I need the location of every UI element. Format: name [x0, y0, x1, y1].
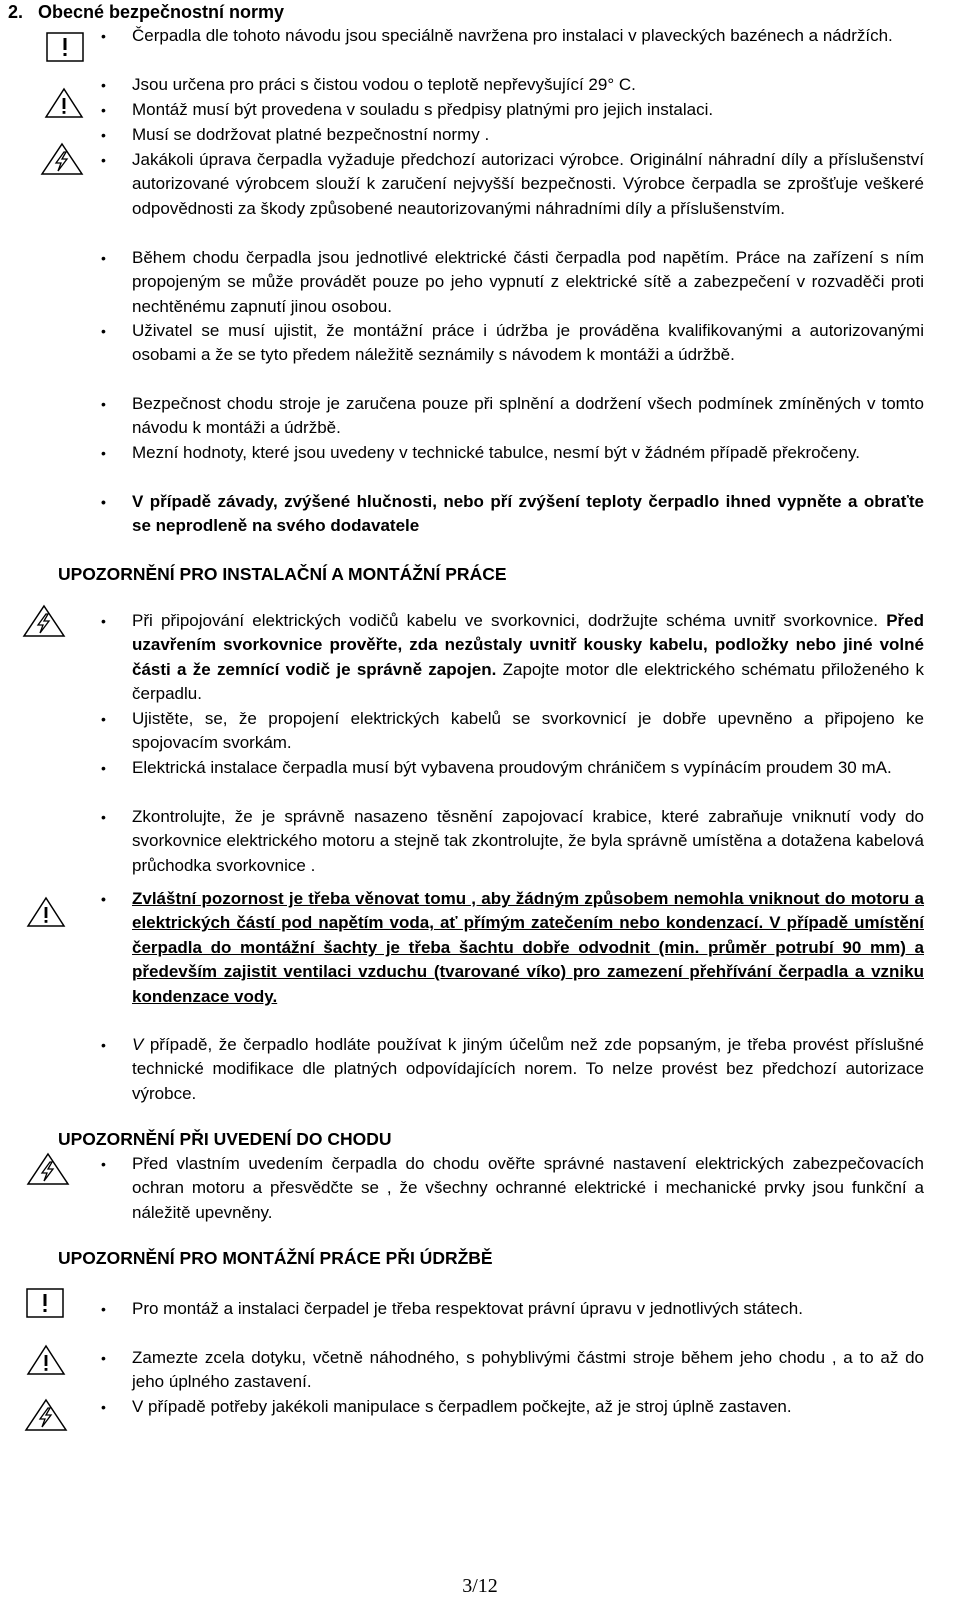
triangle-exclamation-icon [44, 87, 84, 119]
list-item: • V případě závady, zvýšené hlučnosti, nebo pří zvýšení teploty čerpadlo ihned vypněte a obraťte se neprodleně na svého dodavatele [101, 492, 924, 536]
electric-hazard-icon [24, 1398, 68, 1432]
list-item: • Uživatel se musí ujistit, že montážní práce i údržba je prováděna kvalifikovanými a autorizovanými osobami a že se tyto předem náležitě seznámily s návodem k montáži a údržbě. [101, 321, 924, 365]
list-item: • Bezpečnost chodu stroje je zaručena pouze při splnění a dodržení všech podmínek zmíněných v tomto návodu k montáži a údržbě. [101, 394, 924, 438]
subsection-heading: UPOZORNĚNÍ PŘI UVEDENÍ DO CHODU [58, 1129, 392, 1149]
list-item: • Elektrická instalace čerpadla musí být vybavena proudovým chráničem s vypínácím proudem 30 mA. [101, 758, 892, 777]
list-item: • Jakákoli úprava čerpadla vyžaduje předchozí autorizaci výrobce. Originální náhradní díly a příslušenství autorizované výrobcem slouží k zaručení nejvyšší bezpečnosti. Výrobce čerpadla se zprošťuje veškeré odpovědnosti za škody způsobené neautorizovanými náhradními díly a příslušenstvím. [101, 150, 924, 218]
subsection-heading: UPOZORNĚNÍ PRO MONTÁŽNÍ PRÁCE PŘI ÚDRŽBĚ [58, 1248, 493, 1268]
list-item: • Během chodu čerpadla jsou jednotlivé elektrické části čerpadla pod napětím. Práce na zařízení s ním propojeným se může provádět pouze po jeho vypnutí z elektrické sítě a zabezpečení v rozvaděči proti nechtěnému zapnutí jinou osobou. [101, 248, 924, 316]
list-item: • Ujistěte, se, že propojení elektrických kabelů se svorkovnicí je dobře upevněno a připojeno ke spojovacím svorkám. [101, 709, 924, 753]
list-item: • Montáž musí být provedena v souladu s předpisy platnými pro jejich instalaci. [101, 100, 714, 119]
electric-hazard-icon [26, 1152, 70, 1186]
list-item: • V případě potřeby jakékoli manipulace s čerpadlem počkejte, až je stroj úplně zastaven. [101, 1397, 792, 1416]
list-item: • Před vlastním uvedením čerpadla do chodu ověřte správné nastavení elektrických zabezpečovacích ochran motoru a přesvědčte se , že všechny ochranné elektrické i mechanické prvky jsou funkční a náležitě upevněny. [101, 1154, 924, 1222]
page-number: 3/12 [462, 1575, 498, 1597]
box-exclamation-icon [26, 1288, 64, 1318]
list-item: • Zamezte zcela dotyku, včetně náhodného, s pohyblivými částmi stroje během jeho chodu , a to až do jeho úplného zastavení. [101, 1348, 924, 1392]
section-number: 2. [8, 2, 24, 22]
section-title: Obecné bezpečnostní normy [38, 2, 285, 22]
electric-hazard-icon [40, 142, 84, 176]
triangle-exclamation-icon [26, 1344, 66, 1376]
triangle-exclamation-icon [26, 896, 66, 928]
section-heading [8, 0, 284, 24]
list-item: • V případě, že čerpadlo hodláte používat k jiným účelům než zde popsaným, je třeba provést příslušné technické modifikace dle platných odpovídajících norem. To nelze provést bez předchozí autorizace výrobce. [101, 1035, 924, 1103]
list-item: • Mezní hodnoty, které jsou uvedeny v technické tabulce, nesmí být v žádném případě překročeny. [101, 443, 860, 462]
list-item: • Při připojování elektrických vodičů kabelu ve svorkovnici, dodržujte schéma uvnitř svorkovnice. Před uzavřením svorkovnice prověřte, zda nezůstaly uvnitř kousky kabelu, podložky nebo jiné volné části a že zemnící vodič je správně zapojen. Zapojte motor dle elektrického schématu přiloženého k čerpadlu. [101, 611, 924, 704]
box-exclamation-icon [46, 32, 84, 62]
list-item: • Čerpadla dle tohoto návodu jsou speciálně navržena pro instalaci v plaveckých bazénech a nádržích. [101, 26, 893, 45]
list-item: • Zvláštní pozornost je třeba věnovat tomu , aby žádným způsobem nemohla vniknout do motoru a elektrických částí pod napětím voda, ať přímým zatečením nebo kondenzací. V případě umístění čerpadla do montážní šachty je třeba šachtu dobře odvodnit (min. průměr potrubí 90 mm) a především zajistit ventilaci vzduchu (tvarované víko) pro zamezení přehřívání čerpadla a vzniku kondenzace vody. [101, 889, 924, 1006]
list-item: • Pro montáž a instalaci čerpadel je třeba respektovat právní úpravu v jednotlivých státech. [101, 1299, 803, 1318]
list-item: • Musí se dodržovat platné bezpečnostní normy . [101, 125, 490, 144]
subsection-heading: UPOZORNĚNÍ PRO INSTALAČNÍ A MONTÁŽNÍ PRÁCE [58, 564, 507, 584]
electric-hazard-icon [22, 604, 66, 638]
list-item: • Jsou určena pro práci s čistou vodou o teplotě nepřevyšující 29° C. [101, 75, 636, 94]
list-item: • Zkontrolujte, že je správně nasazeno těsnění zapojovací krabice, které zabraňuje vniknutí vody do svorkovnice elektrického motoru a stejně tak zkontrolujte, že byla správně umístěna a dotažena kabelová průchodka svorkovnice . [101, 807, 924, 875]
